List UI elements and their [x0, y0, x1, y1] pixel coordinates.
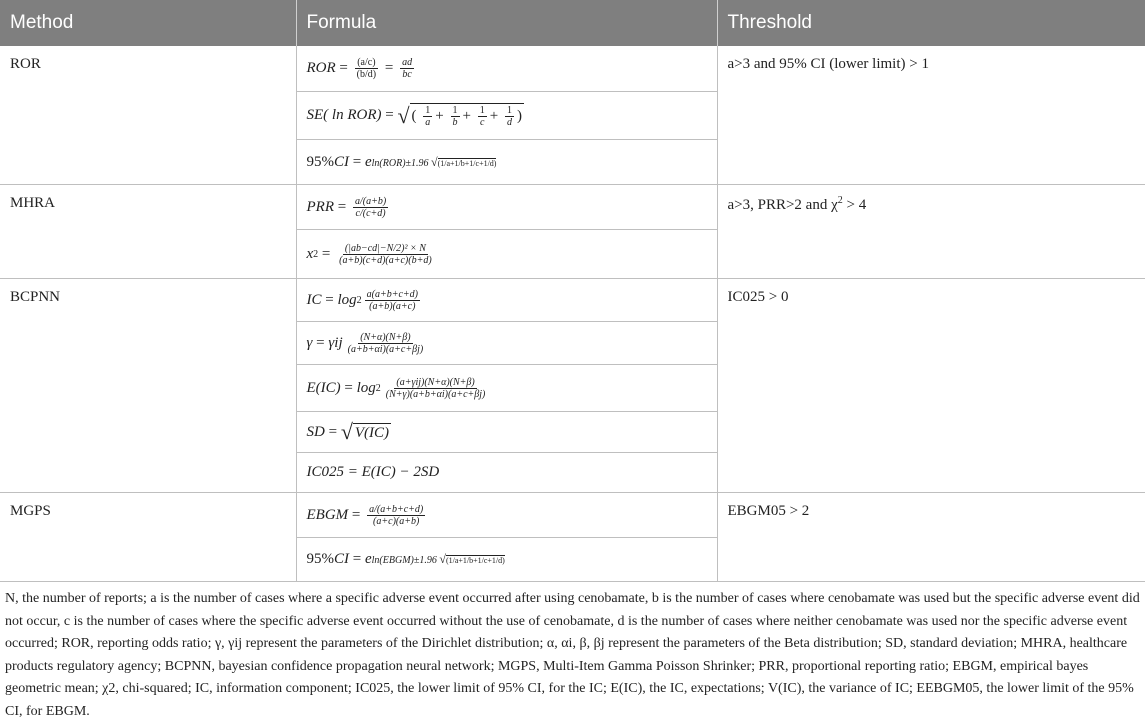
header-formula: Formula: [296, 0, 717, 46]
formula-expected-ic: E(IC) = log 2 $\frac{\text{(a+γij)(N+α)(N+β)}}{(N+\gamma)(a+b+\alpha i)(a+c+\beta j)}$: [297, 365, 717, 412]
formula-ic025: IC025 = E(IC) − 2SD: [306, 464, 440, 480]
formula-cell: [296, 185, 717, 279]
method-cell: MGPS: [0, 493, 296, 582]
threshold-cell: a>3 and 95% CI (lower limit) > 1: [717, 46, 1145, 185]
header-method: Method: [0, 0, 296, 46]
table-row: [0, 46, 1145, 185]
threshold-cell: EBGM05 > 2: [717, 493, 1145, 582]
formula-cell: [296, 493, 717, 582]
table-row: [0, 493, 1145, 582]
header-threshold: Threshold: [717, 0, 1145, 46]
formula-ic: IC = log 2 $\frac{a(a+b+c+d)}{(a+b)(a+c)}$: [297, 279, 717, 322]
threshold-cell: a>3, PRR>2 and $\chi^2 > 4$: [717, 185, 1145, 279]
formula-sd: SD = √ V(IC): [297, 412, 717, 453]
formula-ror: ROR = $\frac{(a/c)}{(b/d)}$ = $\frac{ad}{bc}$: [297, 46, 717, 92]
table-header-row: [0, 0, 1145, 46]
method-cell: BCPNN: [0, 279, 296, 493]
table-row: [0, 185, 1145, 279]
formula-ci-ror: 95% CI = e ln(ROR)±1.96 √(1/a+1/b+1/c+1/d): [306, 153, 497, 170]
threshold-cell: IC025 > 0: [717, 279, 1145, 493]
formula-gamma: γ = γij $\frac{(N+\alpha)(N+\beta)}{(a+b+\alpha i)(a+c+\beta j)}$: [297, 322, 717, 365]
formula-ci-ebgm: 95% CI = e ln(EBGM)±1.96 √(1/a+1/b+1/c+1/d): [306, 551, 505, 567]
table-row: [0, 279, 1145, 493]
formula-ebgm: EBGM = $\frac{a/(a+b+c+d)}{(a+c)(a+b)}$: [297, 493, 717, 538]
table-footnote: N, the number of reports; a is the number of cases where a specific adverse event occurred after using cenobamate, b is the number of cases where cenobamate was used but the specific adverse event did not occur, c is the number of cases where the specific adverse event occurred without the use of cenobamate, d is the number of cases where neither cenobamate was used nor the specific adverse event occurred; ROR, reporting odds ratio; γ, γij represent the parameters of the Dirichlet distribution; α, αi, β, βj represent the parameters of the Beta distribution; SD, standard deviation; MHRA, healthcare products regulatory agency; BCPNN, bayesian confidence propagation neural network; MGPS, Multi-Item Gamma Poisson Shrinker; PRR, proportional reporting ratio; EBGM, empirical bayes geometric mean; χ2, chi-squared; IC, information component; IC025, the lower limit of 95% CI, for the IC; E(IC), the IC, expectations; V(IC), the variance of IC; EEBGM05, the lower limit of the 95% CI, for EBGM.: [5, 591, 1140, 719]
formula-se: SE( ln ROR) = √ ( $\frac{1}{a}$ + $\frac{1}{b}$ + $\frac{1}{c}$ + $\frac{1}{d}$ ): [297, 92, 717, 140]
formula-chi-squared: x 2 = $\frac{\text{(|ab−cd|−N/2)² × N}}{(a+b)(c+d)(a+c)(b+d)}$: [306, 242, 432, 266]
formula-prr: PRR = $\frac{a/(a+b)}{c/(c+d)}$: [297, 185, 717, 230]
method-cell: MHRA: [0, 185, 296, 279]
method-cell: ROR: [0, 46, 296, 185]
formula-cell: [296, 46, 717, 185]
formula-cell: [296, 279, 717, 493]
